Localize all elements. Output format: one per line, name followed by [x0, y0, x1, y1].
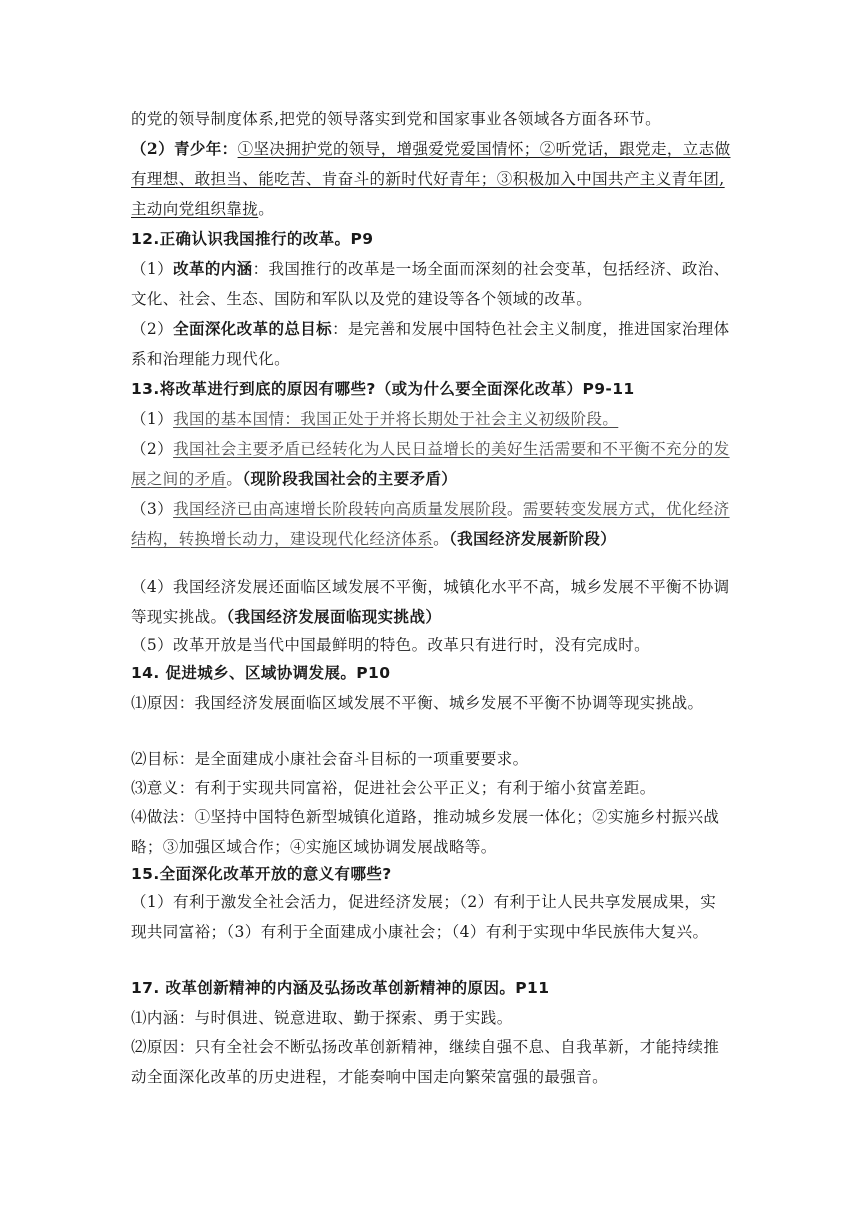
- section-13-item-4: [131, 572, 731, 632]
- item-mid: 。: [506, 500, 523, 518]
- item-end: 。: [226, 470, 243, 488]
- item-number: （2）: [131, 320, 174, 338]
- item-note: （我国经济发展新阶段）: [449, 529, 617, 548]
- section-14-item-3: ⑶意义：有利于实现共同富裕，促进社会公平正义；有利于缩小贫富差距。: [131, 779, 656, 797]
- section-14-item-4: ⑷做法：①坚持中国特色新型城镇化道路，推动城乡发展一体化；②实施乡村振兴战略；③加强区域合作；④实施区域协调发展战略等。: [131, 808, 720, 856]
- item-note: （我国经济发展面临现实挑战）: [226, 607, 442, 626]
- item-number: （1）: [131, 410, 174, 428]
- item-number: （1）: [131, 260, 174, 278]
- section-14-item-2: ⑵目标：是全面建成小康社会奋斗目标的一项重要要求。: [131, 750, 529, 768]
- section-12-item-1: [131, 254, 731, 314]
- intro-paragraph: [131, 104, 731, 134]
- item-text: 我国的基本国情：我国正处于并将长期处于社会主义初级阶段。: [173, 410, 619, 428]
- section-13-heading: 13.将改革进行到底的原因有哪些?（或为什么要全面深化改革）P9-11: [131, 380, 635, 398]
- section-14-item-1: ⑴原因：我国经济发展面临区域发展不平衡、城乡发展不平衡不协调等现实挑战。: [131, 694, 704, 712]
- item-end: 。: [433, 530, 450, 548]
- item-text: 我国经济已由高速增长阶段转向高质量发展阶段: [173, 500, 507, 518]
- item-note: （现阶段我国社会的主要矛盾）: [242, 469, 458, 488]
- item-number: （2）: [131, 440, 174, 458]
- section-17-item-1: ⑴内涵：与时俱进、锐意进取、勤于探索、勇于实践。: [131, 1009, 513, 1027]
- item-text: ：我国推行的改革是一场全面而深刻的社会变革，包括经济、政治、文化、社会、生态、国防和军队以及党的建设等各个领域的改革。: [131, 260, 730, 308]
- item-text: ：是完善和发展中国特色社会主义制度，推进国家治理体系和治理能力现代化。: [131, 320, 730, 368]
- item-text-2: 需要转变发展方式，优化经济结构，转换增长动力，建设现代化经济体系: [131, 500, 730, 548]
- item-text: （4）我国经济发展还面临区域发展不平衡，城镇化水平不高，城乡发展不平衡不协调等现实挑战。: [131, 578, 730, 626]
- item-text: 我国社会主要矛盾已经转化为人民日益增长的美好生活需要和不平衡不充分的发展之间的矛盾: [131, 440, 730, 488]
- youth-label: （2）青少年：: [131, 139, 238, 158]
- youth-end: 。: [258, 200, 275, 218]
- section-12-item-2: [131, 314, 731, 374]
- section-14-heading: 14. 促进城乡、区域协调发展。P10: [131, 664, 391, 682]
- section-13-item-5: [131, 630, 731, 660]
- section-17-item-2: ⑵原因：只有全社会不断弘扬改革创新精神，继续自强不息、自我革新，才能持续推动全面深化改革的历史进程，才能奏响中国走向繁荣富强的最强音。: [131, 1038, 720, 1086]
- item-number: （3）: [131, 500, 174, 518]
- section-13-item-1: [131, 404, 731, 434]
- item-label: 改革的内涵: [173, 259, 253, 278]
- youth-paragraph: [131, 134, 731, 224]
- section-15-item-1: （1）有利于激发全社会活力，促进经济发展；（2）有利于让人民共享发展成果，实现共同富裕；（3）有利于全面建成小康社会；（4）有利于实现中华民族伟大复兴。: [131, 893, 717, 941]
- section-17-heading: 17. 改革创新精神的内涵及弘扬改革创新精神的原因。P11: [131, 979, 550, 997]
- section-15-heading: 15.全面深化改革开放的意义有哪些?: [131, 865, 392, 883]
- youth-text: ①坚决拥护党的领导，增强爱党爱国情怀；②听党话，跟党走，立志做有理想、敢担当、能吃苦、肯奋斗的新时代好青年；③积极加入中国共产主义青年团,主动向党组织靠拢: [131, 140, 731, 218]
- item-label: 全面深化改革的总目标: [173, 319, 333, 338]
- item-text: （5）改革开放是当代中国最鲜明的特色。改革只有进行时，没有完成时。: [131, 636, 651, 654]
- section-13-item-3: [131, 494, 731, 554]
- intro-text: 的党的领导制度体系,把党的领导落实到党和国家事业各领域各方面各环节。: [131, 110, 662, 128]
- section-13-item-2: [131, 434, 731, 494]
- section-12-heading: 12.正确认识我国推行的改革。P9: [131, 230, 374, 248]
